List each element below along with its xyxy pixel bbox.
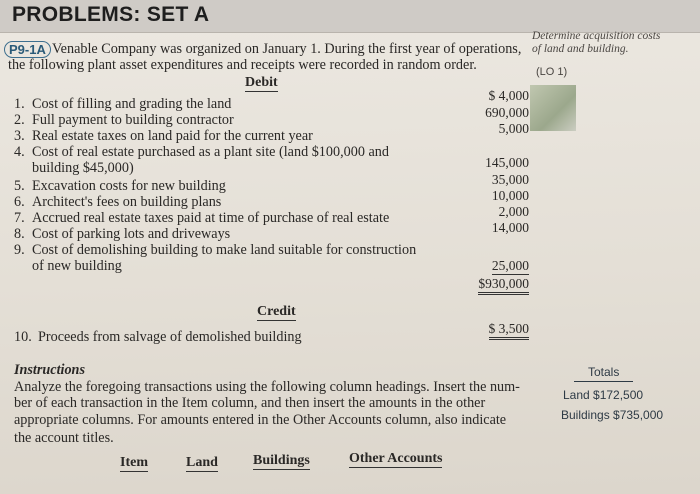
column-heading-buildings: Buildings: [253, 453, 310, 468]
debit-item-amount: 14,000: [491, 220, 529, 235]
credit-item-text: Proceeds from salvage of demolished building: [38, 329, 302, 345]
side-note: Determine acquisition costs of land and building.: [532, 30, 661, 55]
debit-item-number: 4.: [14, 144, 25, 160]
problem-intro-line-1: Venable Company was organized on January 1. During the first year of operations,: [52, 41, 522, 57]
debit-item-number: 3.: [14, 128, 25, 144]
column-heading-item: Item: [120, 455, 148, 470]
debit-item-text: Cost of real estate purchased as a plant site (land $100,000 and: [32, 144, 389, 160]
debit-item-amount: 145,000: [485, 155, 529, 170]
debit-item-number: 2.: [14, 112, 25, 128]
debit-item-amount: 2,000: [498, 204, 529, 219]
debit-item-text: Cost of parking lots and driveways: [32, 226, 231, 242]
problem-intro-line-2: the following plant asset expenditures and receipts were recorded in random order.: [8, 57, 477, 73]
debit-item-amount: 25,000: [491, 258, 529, 273]
column-heading-land: Land: [186, 455, 218, 470]
debit-item-text: Accrued real estate taxes paid at time of purchase of real estate: [32, 210, 390, 226]
debit-heading: Debit: [245, 75, 278, 90]
debit-item-number: 7.: [14, 210, 25, 226]
debit-item-text: Architect's fees on building plans: [32, 194, 222, 210]
problem-number: P9-1A: [4, 41, 51, 58]
debit-item-text-cont: building $45,000): [32, 160, 134, 176]
instructions-line: appropriate columns. For amounts entered in the Other Accounts column, also indicate: [14, 412, 507, 428]
section-title: PROBLEMS: SET A: [12, 3, 210, 26]
debit-item-text: Excavation costs for new building: [32, 178, 226, 194]
debit-item-number: 9.: [14, 242, 25, 258]
debit-item-number: 8.: [14, 226, 25, 242]
debit-item-amount: 35,000: [491, 172, 529, 187]
section-header: [0, 0, 700, 33]
debit-item-text: Real estate taxes on land paid for the current year: [32, 128, 313, 144]
totals-land: Land $172,500: [563, 388, 644, 402]
instructions-line: ber of each transaction in the Item column, and then insert the amounts in the other: [14, 395, 486, 411]
credit-item-amount: $ 3,500: [489, 321, 530, 340]
instructions-line: the account titles.: [14, 430, 114, 446]
credit-heading: Credit: [257, 304, 296, 319]
margin-thumbnail: [530, 85, 576, 131]
debit-item-number: 1.: [14, 96, 25, 112]
debit-item-amount: 5,000: [498, 121, 529, 136]
debit-item-text: Cost of demolishing building to make land suitable for construction: [32, 242, 417, 258]
column-heading-other-accounts: Other Accounts: [349, 451, 443, 466]
debit-item-text: Cost of filling and grading the land: [32, 96, 232, 112]
learning-objective: (LO 1): [536, 66, 568, 78]
debit-total: $930,000: [478, 276, 529, 295]
debit-item-number: 5.: [14, 178, 25, 194]
debit-item-amount: $ 4,000: [488, 88, 529, 103]
instructions-heading: Instructions: [14, 362, 85, 378]
credit-item-number: 10.: [14, 329, 32, 345]
totals-heading: Totals: [574, 365, 633, 382]
debit-item-text-cont: of new building: [32, 258, 122, 274]
instructions-line: Analyze the foregoing transactions using the following column headings. Insert the num-: [14, 379, 520, 395]
debit-item-text: Full payment to building contractor: [32, 112, 234, 128]
debit-item-number: 6.: [14, 194, 25, 210]
totals-buildings: Buildings $735,000: [561, 408, 664, 422]
debit-item-amount: 10,000: [491, 188, 529, 203]
debit-item-amount: 690,000: [485, 105, 529, 120]
